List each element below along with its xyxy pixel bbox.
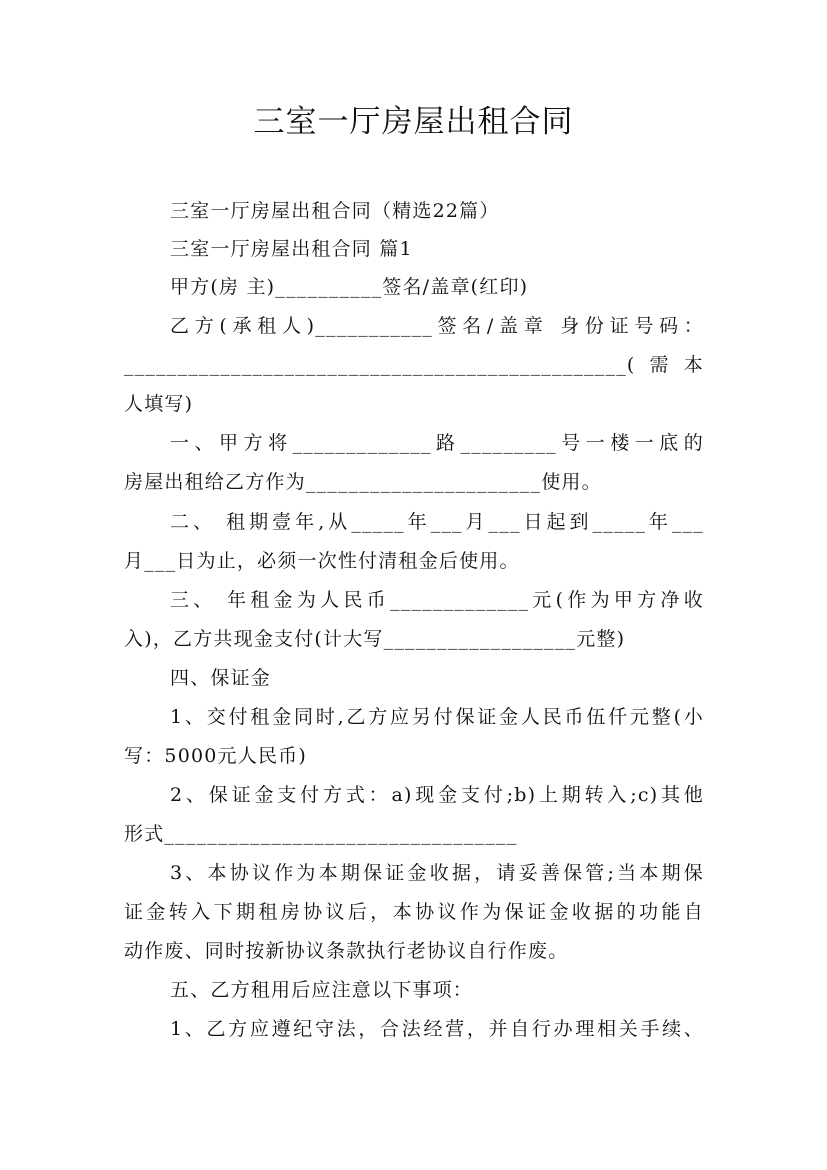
deposit-item-3-line-3: 动作废、同时按新协议条款执行老协议自行作废。 — [124, 940, 569, 962]
party-a-line: 甲方(房 主)__________签名/盖章(红印) — [170, 276, 529, 298]
party-b-line: 乙方(承租人)___________签名/盖章 身份证号码： — [170, 315, 704, 337]
subtitle-line: 三室一厅房屋出租合同（精选22篇） — [170, 200, 500, 222]
clause-one-line-1: 一、甲方将_____________路_________号一楼一底的 — [170, 432, 704, 454]
deposit-item-1-line-1: 1、交付租金同时,乙方应另付保证金人民币伍仟元整(小 — [170, 706, 704, 728]
clause-five-item-1: 1、乙方应遵纪守法，合法经营，并自行办理相关手续、 — [170, 1018, 704, 1040]
clause-one-line-2: 房屋出租给乙方作为______________________使用。 — [124, 471, 602, 493]
document-title: 三室一厅房屋出租合同 — [253, 104, 574, 140]
id-number-line: _______________________________________________(需本 — [124, 354, 704, 376]
clause-three-line-1: 三、 年租金为人民币_____________元(作为甲方净收 — [170, 589, 704, 611]
deposit-item-3-line-2: 证金转入下期租房协议后，本协议作为保证金收据的功能自 — [124, 901, 704, 923]
deposit-item-1-line-2: 写：5000元人民币) — [124, 745, 307, 767]
clause-two-line-1: 二、 租期壹年,从_____年___月___日起到_____年___ — [170, 511, 704, 533]
clause-four-heading: 四、保证金 — [170, 667, 272, 689]
deposit-item-2-line-2: 形式_________________________________ — [124, 823, 518, 845]
clause-five-heading: 五、乙方租用后应注意以下事项： — [170, 979, 474, 1001]
clause-two-line-2: 月___日为止，必须一次性付清租金后使用。 — [124, 550, 520, 572]
id-number-continuation: 人填写) — [124, 393, 194, 415]
deposit-item-2-line-1: 2、保证金支付方式：a)现金支付;b)上期转入;c)其他 — [170, 784, 704, 806]
clause-three-line-2: 入)，乙方共现金支付(计大写__________________元整) — [124, 628, 626, 650]
section-heading-line: 三室一厅房屋出租合同 篇1 — [170, 238, 413, 260]
deposit-item-3-line-1: 3、本协议作为本期保证金收据，请妥善保管;当本期保 — [170, 862, 704, 884]
